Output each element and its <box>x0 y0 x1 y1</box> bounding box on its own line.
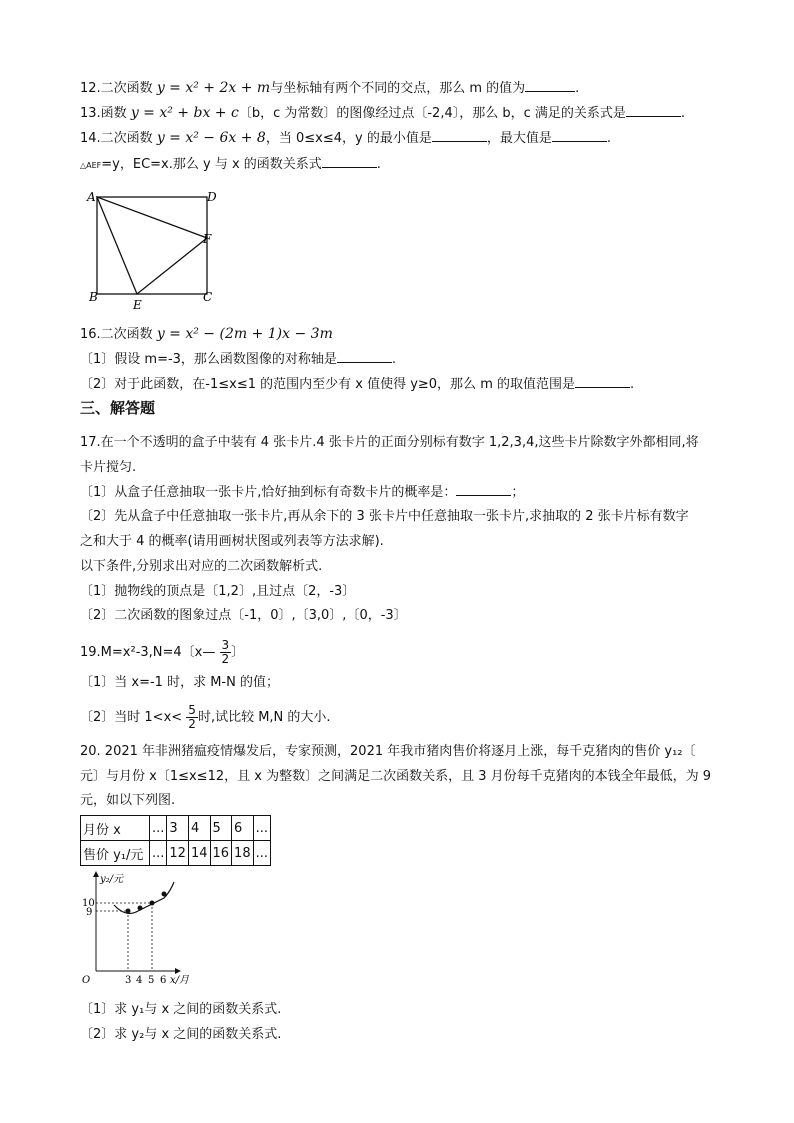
table-cell: 18 <box>232 841 254 866</box>
graph-ylabel: y₂/元 <box>100 874 124 885</box>
question-16-part1 <box>80 350 396 369</box>
q17-part1-text: 〔1〕从盒子任意抽取一张卡片,恰好抽到标有奇数卡片的概率是： <box>80 485 457 500</box>
question-19 <box>80 639 244 666</box>
q16-part2-end: . <box>630 377 635 392</box>
table-cell: 月份 x <box>81 816 150 841</box>
q15-answer-blank[interactable] <box>322 155 377 168</box>
q18-part1: 〔1〕抛物线的顶点是〔1,2〕,且过点〔2，-3〕 <box>80 584 356 599</box>
price-table <box>80 815 271 866</box>
q18-part2: 〔2〕二次函数的图象过点〔-1，0〕,〔3,0〕,〔0，-3〕 <box>80 608 407 623</box>
q19-part2-suffix: 时,试比较 M,N 的大小. <box>197 710 331 725</box>
q19-fraction <box>220 639 232 666</box>
question-14 <box>80 129 611 148</box>
q14-text-max: ，最大值是 <box>486 131 552 146</box>
question-13 <box>80 104 685 123</box>
table-cell: 4 <box>188 816 210 841</box>
q16-part2-blank[interactable] <box>575 375 630 388</box>
q17-part1-blank[interactable] <box>456 483 511 496</box>
q16-prefix: 16.二次函数 <box>80 327 157 342</box>
q13-answer-blank[interactable] <box>626 104 681 117</box>
label-f: F <box>203 232 212 246</box>
square-outline <box>97 197 207 294</box>
table-cell: 16 <box>210 841 232 866</box>
q12-prefix: 12.二次函数 <box>80 81 157 96</box>
q13-equation: y = x² + bx + c <box>130 105 239 121</box>
q14-prefix: 14.二次函数 <box>80 131 157 146</box>
label-d: D <box>207 190 217 204</box>
label-e: E <box>133 298 142 312</box>
price-graph <box>78 868 208 993</box>
graph-xlabel: x/月 <box>170 975 190 986</box>
q19-part2 <box>80 704 331 731</box>
table-cell: 3 <box>167 816 189 841</box>
q17-line2: 卡片搅匀. <box>80 460 137 475</box>
q19-part2-prefix: 〔2〕当时 1<x< <box>80 710 187 725</box>
q12-text: 与坐标轴有两个不同的交点，那么 m 的值为 <box>270 81 526 96</box>
table-cell: ... <box>253 816 270 841</box>
q19-part2-fraction-num: 5 <box>188 703 196 717</box>
point-x4 <box>138 906 143 911</box>
question-16-part2 <box>80 375 634 394</box>
q14-max-blank[interactable] <box>552 129 607 142</box>
q19-part1: 〔1〕当 x=-1 时，求 M-N 的值； <box>80 675 279 690</box>
q20-line3: 元，如以下列图. <box>80 793 176 808</box>
label-b: B <box>89 290 98 304</box>
q20-line1: 20. 2021 年非洲猪瘟疫情爆发后，专家预测，2021 年我市猪肉售价将逐月上涨，每千克猪肉的售价 y₁₂〔 <box>80 744 696 759</box>
table-row <box>81 816 271 841</box>
table-cell: 6 <box>232 816 254 841</box>
table-cell: 售价 y₁/元 <box>81 841 150 866</box>
q20-line2: 元〕与月份 x〔1≤x≤12，且 x 为整数〕之间满足二次函数关系，且 3 月份每千克猪肉的本钱全年最低，为 9 <box>80 769 712 784</box>
q14-text-min: ，当 0≤x≤4，y 的最小值是 <box>265 131 432 146</box>
q19-part2-fraction <box>186 704 198 731</box>
price-curve <box>114 882 174 913</box>
table-cell: 12 <box>167 841 189 866</box>
ytick-10: 10 <box>82 898 95 909</box>
xtick-3: 3 <box>125 975 132 986</box>
q17-part2-line1: 〔2〕先从盒子中任意抽取一张卡片,再从余下的 3 张卡片中任意抽取一张卡片,求抽取的 2 张卡片标有数字 <box>80 509 689 524</box>
table-row <box>81 841 271 866</box>
q12-equation: y = x² + 2x + m <box>156 80 271 96</box>
graph-origin: O <box>82 975 91 986</box>
point-x3 <box>126 909 131 914</box>
ytick-9: 9 <box>86 907 93 918</box>
q20-part1: 〔1〕求 y₁与 x 之间的函数关系式. <box>80 1002 282 1017</box>
q13-text: 〔b，c 为常数〕的图像经过点〔-2,4〕，那么 b，c 满足的关系式是 <box>238 106 626 121</box>
q19-prefix: 19.M=x²-3,N=4〔x— <box>80 645 220 660</box>
xtick-4: 4 <box>136 975 143 986</box>
q17-part1 <box>80 483 524 502</box>
q15-text: =y，EC=x.那么 y 与 x 的函数关系式 <box>101 157 322 172</box>
point-x6 <box>162 892 167 897</box>
question-12 <box>80 79 579 98</box>
label-a: A <box>87 190 96 204</box>
q15-subscript: △AEF <box>80 161 102 170</box>
triangle-aef <box>97 197 207 294</box>
q16-part1-blank[interactable] <box>337 350 392 363</box>
q14-equation: y = x² − 6x + 8 <box>156 130 266 146</box>
label-c: C <box>203 290 213 304</box>
table-cell: ... <box>253 841 270 866</box>
question-16 <box>80 325 333 344</box>
q16-part1-text: 〔1〕假设 m=-3，那么函数图像的对称轴是 <box>80 352 337 367</box>
table-cell: ... <box>150 816 167 841</box>
q17-line1: 17.在一个不透明的盒子中装有 4 张卡片.4 张卡片的正面分别标有数字 1,2,3,4,这些卡片除数字外都相同,将 <box>80 435 699 450</box>
xtick-5: 5 <box>148 975 155 986</box>
q13-end: . <box>680 106 686 121</box>
q16-equation: y = x² − (2m + 1)x − 3m <box>156 326 333 342</box>
q16-part1-end: . <box>391 352 397 367</box>
q14-min-blank[interactable] <box>432 129 487 142</box>
q18-line1: 以下条件,分别求出对应的二次函数解析式. <box>80 559 323 574</box>
q17-part2-line2: 之和大于 4 的概率(请用画树状图或列表等方法求解). <box>80 534 384 549</box>
q15-end: . <box>376 157 381 172</box>
q14-end: . <box>606 131 611 146</box>
q20-part2: 〔2〕求 y₂与 x 之间的函数关系式. <box>80 1027 282 1042</box>
q19-fraction-num: 3 <box>221 638 230 652</box>
xtick-6: 6 <box>160 975 167 986</box>
q19-suffix: 〕 <box>231 645 245 660</box>
q19-part2-fraction-den: 2 <box>188 717 196 731</box>
q16-part2-text: 〔2〕对于此函数，在-1≤x≤1 的范围内至少有 x 值使得 y≥0，那么 m 的取值范围是 <box>80 377 575 392</box>
q19-fraction-den: 2 <box>221 652 230 666</box>
square-figure <box>85 185 225 315</box>
question-15 <box>80 155 381 175</box>
table-cell: ... <box>150 841 167 866</box>
table-cell: 14 <box>188 841 210 866</box>
q13-prefix: 13.函数 <box>80 106 131 121</box>
q12-end: . <box>575 81 580 96</box>
point-x5 <box>150 901 155 906</box>
q17-part1-end: ； <box>511 485 525 500</box>
q12-answer-blank[interactable] <box>525 79 575 92</box>
section-heading: 三、解答题 <box>80 399 156 417</box>
table-cell: 5 <box>210 816 232 841</box>
